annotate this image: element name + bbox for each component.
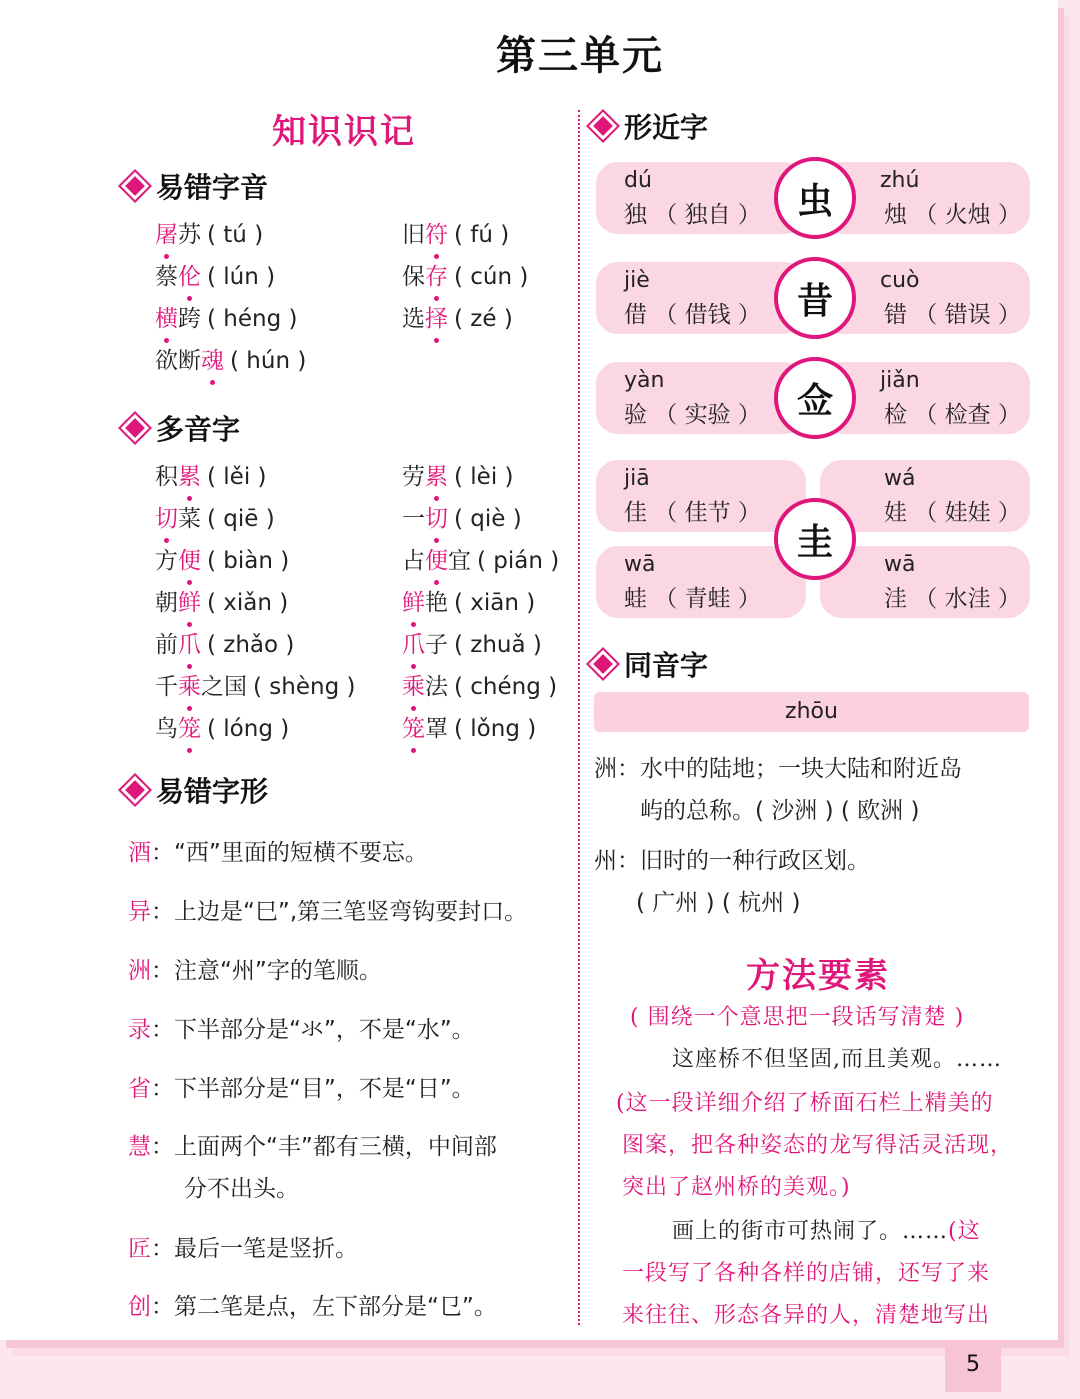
homophone-line: 洲：水中的陆地；一块大陆和附近岛 xyxy=(594,756,962,782)
left-word: 验 （ 实验 ） xyxy=(624,402,761,428)
heading-text: 形近字 xyxy=(624,111,709,144)
word-pinyin: ( qiē ) xyxy=(207,506,275,532)
left-pinyin: dú xyxy=(624,168,652,193)
word-highlight: 魂 xyxy=(201,342,224,375)
shape-item xyxy=(128,893,527,926)
left-pinyin: jiè xyxy=(624,268,650,293)
diamond-icon xyxy=(593,116,613,136)
word-prefix: 千 xyxy=(155,674,178,700)
word-suffix: 艳 xyxy=(425,590,448,616)
word-highlight: 爪 xyxy=(178,626,201,659)
homophone-pinyin-banner: zhōu xyxy=(594,692,1029,732)
method-paragraph xyxy=(672,1214,981,1245)
word-highlight: 伦 xyxy=(178,258,201,291)
note-start: (这 xyxy=(948,1219,981,1244)
shape-char: 异 xyxy=(128,899,151,925)
shape-desc: ：下半部分是“氺”，不是“水”。 xyxy=(151,1017,475,1043)
similar-center-char: 昔 xyxy=(774,257,856,339)
heading-text: 易错字形 xyxy=(156,775,269,808)
word-pinyin: ( lèi ) xyxy=(454,464,514,490)
word-item xyxy=(155,584,288,617)
shape-desc-cont: 分不出头。 xyxy=(184,1176,299,1202)
method-note: 图案，把各种姿态的龙写得活灵活现， xyxy=(622,1133,1014,1158)
shape-desc: ：下半部分是“目”，不是“日”。 xyxy=(151,1076,475,1102)
word-item xyxy=(155,216,263,249)
word-suffix: 子 xyxy=(425,632,448,658)
shape-char: 省 xyxy=(128,1076,151,1102)
shape-char: 洲 xyxy=(128,958,151,984)
word-pinyin: ( xiān ) xyxy=(454,590,536,616)
word-pinyin: ( pián ) xyxy=(477,548,560,574)
shape-desc: ：上边是“巳”,第三笔竖弯钩要封口。 xyxy=(151,899,528,925)
homophone-heading xyxy=(596,644,708,684)
homophone-line: 屿的总称。( 沙洲 ) ( 欧洲 ) xyxy=(640,798,920,824)
word: 佳 （ 佳节 ） xyxy=(624,500,761,526)
similar-center-char: 佥 xyxy=(774,357,856,439)
heading-text: 多音字 xyxy=(156,413,241,446)
word-suffix: 菜 xyxy=(178,506,201,532)
homophone-line: 州：旧时的一种行政区划。 xyxy=(594,848,870,874)
word-pinyin: ( héng ) xyxy=(207,306,298,332)
word-item xyxy=(402,458,514,491)
right-word: 错 （ 错误 ） xyxy=(884,302,1021,328)
shape-item xyxy=(128,1288,497,1321)
word-highlight: 乘 xyxy=(178,668,201,701)
word-pinyin: ( zhuǎ ) xyxy=(454,632,542,658)
word-pinyin: ( cún ) xyxy=(454,264,529,290)
word-highlight: 鲜 xyxy=(402,584,425,617)
similar-center-char: 圭 xyxy=(774,498,856,580)
word-item xyxy=(155,258,275,291)
pinyin: jiā xyxy=(624,466,650,491)
word-pinyin: ( lǒng ) xyxy=(454,716,537,742)
word-prefix: 方 xyxy=(155,548,178,574)
word-highlight: 符 xyxy=(425,216,448,249)
left-pinyin: yàn xyxy=(624,368,665,393)
word-pinyin: ( lóng ) xyxy=(207,716,290,742)
word-item xyxy=(402,542,559,575)
word-highlight: 切 xyxy=(155,500,178,533)
word-item xyxy=(402,258,528,291)
polyphone-heading xyxy=(128,408,240,448)
page-number: 5 xyxy=(945,1340,1001,1392)
shape-item xyxy=(128,1128,497,1161)
word-item xyxy=(155,542,289,575)
word-item xyxy=(155,458,267,491)
shape-desc: ：第二笔是点，左下部分是“㔾”。 xyxy=(151,1294,497,1320)
method-subtitle: ( 围绕一个意思把一段话写清楚 ) xyxy=(630,1005,965,1030)
word-highlight: 累 xyxy=(178,458,201,491)
right-pinyin: jiǎn xyxy=(880,368,920,393)
shape-char: 创 xyxy=(128,1294,151,1320)
word-prefix: 鸟 xyxy=(155,716,178,742)
word-prefix: 劳 xyxy=(402,464,425,490)
shape-desc: ：“西”里面的短横不要忘。 xyxy=(151,840,428,866)
word-suffix: 苏 xyxy=(178,222,201,248)
word-suffix: 罩 xyxy=(425,716,448,742)
word: 蛙 （ 青蛙 ） xyxy=(624,586,761,612)
word-item xyxy=(155,710,289,743)
word-highlight: 笼 xyxy=(178,710,201,743)
pinyin: wā xyxy=(884,552,916,577)
shape-desc: ：最后一笔是竖折。 xyxy=(151,1236,358,1262)
word-pinyin: ( zé ) xyxy=(454,306,513,332)
easy-shape-heading xyxy=(128,770,268,810)
method-note: 一段写了各种各样的店铺，还写了来 xyxy=(622,1261,991,1286)
pinyin: wá xyxy=(884,466,916,491)
shape-item xyxy=(128,952,382,985)
similar-center-char: 虫 xyxy=(774,157,856,239)
word-suffix: 法 xyxy=(425,674,448,700)
word-pinyin: ( xiǎn ) xyxy=(207,590,289,616)
word-suffix: 宜 xyxy=(448,548,471,574)
word-highlight: 鲜 xyxy=(178,584,201,617)
word-pinyin: ( qiè ) xyxy=(454,506,522,532)
shape-desc: ：注意“州”字的笔顺。 xyxy=(151,958,382,984)
word: 洼 （ 水洼 ） xyxy=(884,586,1021,612)
left-word: 借 （ 借钱 ） xyxy=(624,302,761,328)
word-highlight: 切 xyxy=(425,500,448,533)
shape-item xyxy=(128,1070,475,1103)
shape-char: 酒 xyxy=(128,840,151,866)
diamond-icon xyxy=(125,418,145,438)
word: 娃 （ 娃娃 ） xyxy=(884,500,1021,526)
page-title: 第三单元 xyxy=(496,32,664,79)
word-highlight: 乘 xyxy=(402,668,425,701)
word-highlight: 存 xyxy=(425,258,448,291)
method-title: 方法要素 xyxy=(746,956,890,996)
word-prefix: 选 xyxy=(402,306,425,332)
knowledge-title: 知识识记 xyxy=(272,112,416,152)
word-item xyxy=(155,342,306,375)
word-highlight: 便 xyxy=(178,542,201,575)
method-note: 来往往、形态各异的人，清楚地写出 xyxy=(622,1303,991,1328)
word-pinyin: ( lún ) xyxy=(207,264,276,290)
word-highlight: 择 xyxy=(425,300,448,333)
word-pinyin: ( lěi ) xyxy=(207,464,267,490)
word-item xyxy=(402,710,536,743)
word-prefix: 积 xyxy=(155,464,178,490)
word-pinyin: ( shèng ) xyxy=(253,674,356,700)
word-pinyin: ( biàn ) xyxy=(207,548,290,574)
shape-item xyxy=(128,1011,475,1044)
column-divider xyxy=(578,110,580,1325)
right-word: 检 （ 检查 ） xyxy=(884,402,1021,428)
word-item xyxy=(402,626,542,659)
easy-sound-heading xyxy=(128,166,268,206)
word-highlight: 便 xyxy=(425,542,448,575)
method-note: 突出了赵州桥的美观。) xyxy=(622,1175,851,1200)
word-suffix: 跨 xyxy=(178,306,201,332)
word-prefix: 蔡 xyxy=(155,264,178,290)
shape-item xyxy=(128,1230,358,1263)
word-item xyxy=(155,500,275,533)
shape-char: 匠 xyxy=(128,1236,151,1262)
word-item xyxy=(402,500,522,533)
word-item xyxy=(155,300,297,333)
word-prefix: 占 xyxy=(402,548,425,574)
word-highlight: 爪 xyxy=(402,626,425,659)
heading-text: 同音字 xyxy=(624,649,709,682)
word-highlight: 屠 xyxy=(155,216,178,249)
word-item xyxy=(155,626,294,659)
right-pinyin: cuò xyxy=(880,268,920,293)
diamond-icon xyxy=(593,654,613,674)
pinyin: wā xyxy=(624,552,656,577)
method-note: (这一段详细介绍了桥面石栏上精美的 xyxy=(616,1091,994,1116)
word-item xyxy=(402,216,509,249)
right-word: 烛 （ 火烛 ） xyxy=(884,202,1021,228)
word-highlight: 笼 xyxy=(402,710,425,743)
word-prefix: 一 xyxy=(402,506,425,532)
word-item xyxy=(402,668,557,701)
word-pinyin: ( hún ) xyxy=(230,348,307,374)
word-pinyin: ( zhǎo ) xyxy=(207,632,295,658)
word-item xyxy=(402,300,513,333)
word-highlight: 累 xyxy=(425,458,448,491)
shape-char: 慧 xyxy=(128,1134,151,1160)
shape-desc: ：上面两个“丰”都有三横，中间部 xyxy=(151,1134,497,1160)
similar-heading xyxy=(596,106,708,146)
word-pinyin: ( fú ) xyxy=(454,222,510,248)
diamond-icon xyxy=(125,780,145,800)
paragraph-text: 画上的街市可热闹了。…… xyxy=(672,1219,949,1244)
method-paragraph: 这座桥不但坚固,而且美观。…… xyxy=(672,1047,1002,1072)
right-pinyin: zhú xyxy=(880,168,920,193)
word-highlight: 横 xyxy=(155,300,178,333)
word-pinyin: ( chéng ) xyxy=(454,674,558,700)
word-suffix: 之国 xyxy=(201,674,247,700)
word-item xyxy=(402,584,535,617)
word-prefix: 前 xyxy=(155,632,178,658)
homophone-line: ( 广州 ) ( 杭州 ) xyxy=(636,890,801,916)
left-word: 独 （ 独自 ） xyxy=(624,202,761,228)
diamond-icon xyxy=(125,176,145,196)
word-prefix: 旧 xyxy=(402,222,425,248)
heading-text: 易错字音 xyxy=(156,171,269,204)
word-item xyxy=(155,668,355,701)
word-prefix: 欲断 xyxy=(155,348,201,374)
shape-char: 录 xyxy=(128,1017,151,1043)
word-pinyin: ( tú ) xyxy=(207,222,264,248)
shape-item xyxy=(128,834,428,867)
word-prefix: 朝 xyxy=(155,590,178,616)
word-prefix: 保 xyxy=(402,264,425,290)
